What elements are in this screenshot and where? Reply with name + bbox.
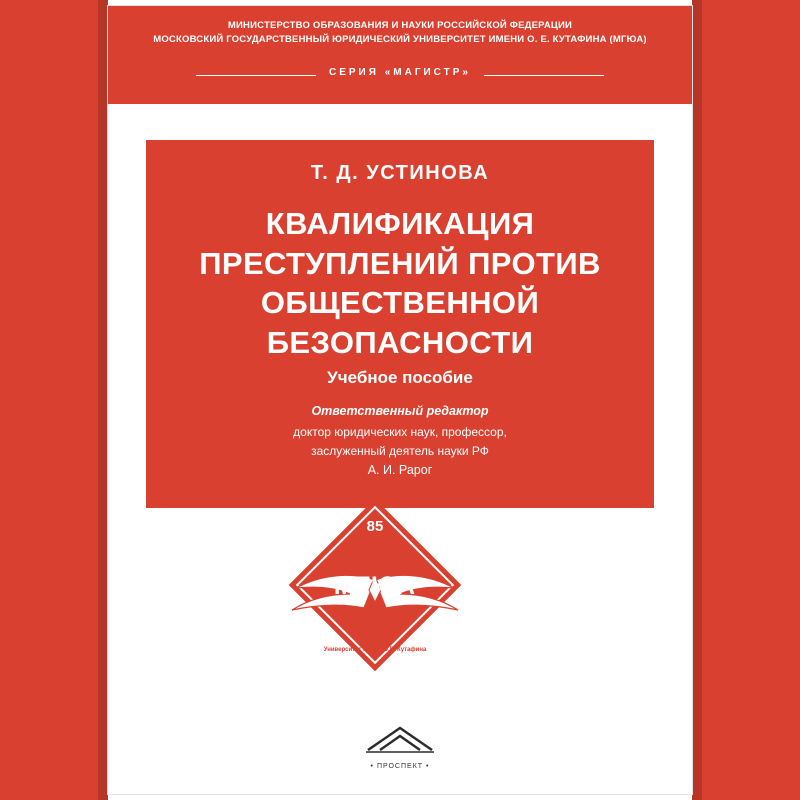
series-label: СЕРИЯ «МАГИСТР»	[329, 67, 471, 78]
editor-name: А. И. Рарог	[367, 463, 433, 477]
cover-header-block	[108, 6, 692, 104]
author-name: Т. Д. УСТИНОВА	[310, 162, 490, 184]
book-title: КВАЛИФИКАЦИЯ ПРЕСТУПЛЕНИЙ ПРОТИВ ОБЩЕСТВЕННОЙ БЕЗОПАСНОСТИ	[199, 206, 601, 361]
editor-credentials-line-2: заслуженный деятель науки РФ	[311, 444, 489, 458]
cover-spine-shadow-left	[98, 0, 108, 800]
emblem-abbreviation: МГЮА	[333, 572, 417, 600]
book-front-page	[108, 6, 692, 794]
cover-title-block	[146, 140, 654, 508]
editor-role-label: Ответственный редактор	[311, 404, 489, 418]
series-banner	[108, 64, 692, 86]
emblem-anniversary-number: 85	[366, 518, 384, 535]
editor-credentials-line-1: доктор юридических наук, профессор,	[293, 425, 507, 439]
cover-spine-shadow-right	[692, 0, 702, 800]
publisher-logo	[108, 724, 692, 770]
emblem-caption: Университет имени О.Е. Кутафина	[323, 647, 427, 653]
cover-red-band-right	[692, 0, 800, 800]
publisher-mark-icon	[364, 724, 436, 754]
cover-red-band-left	[0, 0, 108, 800]
ministry-line-1: МИНИСТЕРСТВО ОБРАЗОВАНИЯ И НАУКИ РОССИЙСКОЙ ФЕДЕРАЦИИ	[227, 20, 573, 31]
book-subtitle: Учебное пособие	[327, 368, 473, 387]
publisher-name: • ПРОСПЕКТ •	[370, 763, 430, 770]
university-line: МОСКОВСКИЙ ГОСУДАРСТВЕННЫЙ ЮРИДИЧЕСКИЙ УНИВЕРСИТЕТ ИМЕНИ О. Е. КУТАФИНА (МГЮА)	[153, 34, 647, 45]
